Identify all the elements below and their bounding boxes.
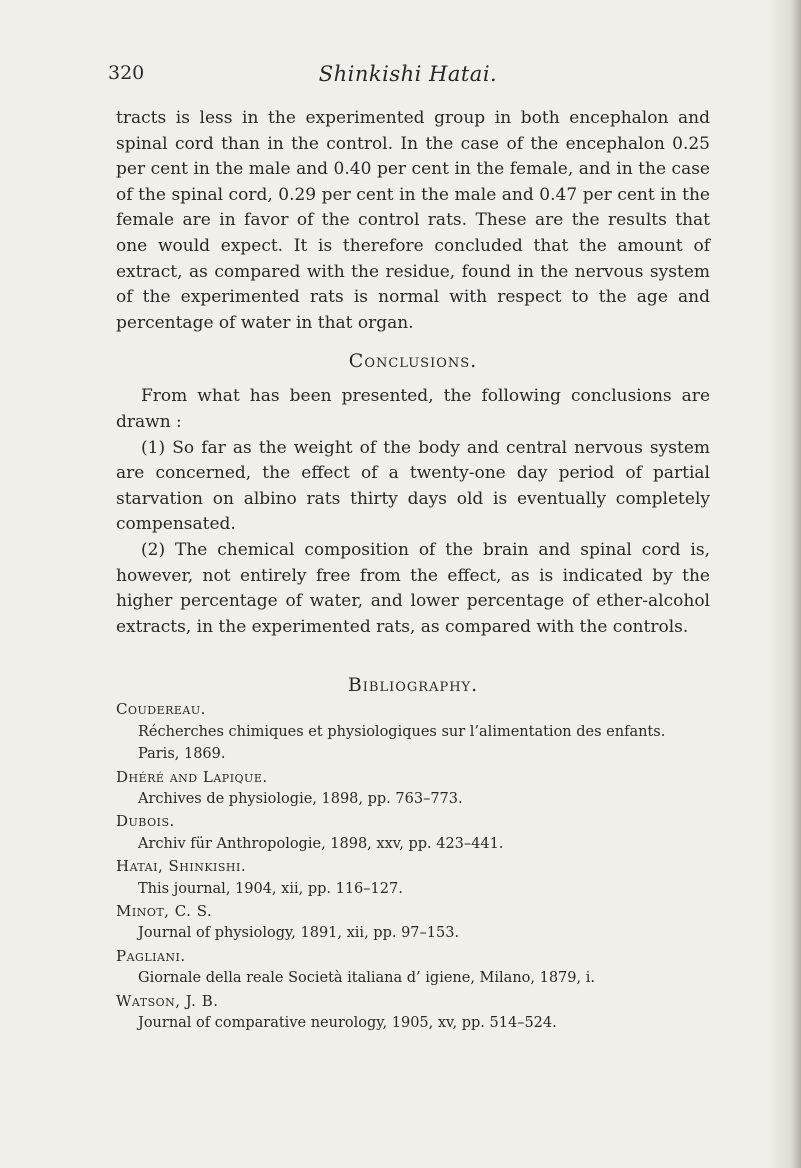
- bib-citation: Giornale della reale Società italiana d’ igiene, Milano, 1879, i.: [138, 970, 595, 987]
- bib-citation: Journal of comparative neurology, 1905, xv, pp. 514–524.: [138, 1014, 557, 1031]
- bib-author: Pagliani.: [116, 946, 186, 965]
- bib-citation: Journal of physiology, 1891, xii, pp. 97–153.: [138, 925, 460, 942]
- bibliography-entry: [116, 766, 710, 811]
- bib-author: Coudereau.: [116, 700, 206, 719]
- bibliography-heading: Bibliography.: [347, 674, 479, 697]
- page-body: [116, 106, 710, 1034]
- page-edge-shadow: [767, 0, 801, 1168]
- bibliography-entry: [116, 810, 710, 855]
- bib-author: Dubois.: [116, 812, 175, 831]
- page-number: 320: [108, 62, 145, 84]
- page-header: [108, 62, 708, 92]
- bib-author: Minot, C. S.: [116, 901, 213, 920]
- bib-citation: Archiv für Anthropologie, 1898, xxv, pp. 423–441.: [138, 835, 504, 852]
- bib-citation: This journal, 1904, xii, pp. 116–127.: [138, 880, 403, 897]
- bibliography-entry: [116, 990, 710, 1035]
- bibliography-list: [116, 698, 710, 1034]
- conclusion-item-2: (2) The chemical composition of the brain and spinal cord is, however, not entirely free from the effect, as is indicated by the higher percentage of water, and lower percentage of ether-alcohol extracts, in the experimented rats, as compared with the controls.: [116, 539, 710, 637]
- conclusions-heading: Conclusions.: [348, 350, 478, 373]
- bib-author: Hatai, Shinkishi.: [116, 857, 247, 876]
- bib-author: Dhéré and Lapique.: [116, 767, 268, 786]
- body-paragraph: tracts is less in the experimented group in both encephalon and spinal cord than in the control. In the case of the encephalon 0.25 per cent in the male and 0.40 per cent in the female, and in the case of the spinal cord, 0.29 per cent in the male and 0.47 per cent in the female are in favor of the control rats. These are the results that one would expect. It is therefore concluded that the amount of extract, as compared with the residue, found in the nervous system of the experimented rats is normal with respect to the age and percentage of water in that organ.: [116, 108, 710, 333]
- bib-citation: Archives de physiologie, 1898, pp. 763–773.: [138, 790, 463, 807]
- bibliography-entry: [116, 900, 710, 945]
- bibliography-entry: [116, 855, 710, 900]
- conclusions-intro: From what has been presented, the following conclusions are drawn :: [116, 386, 710, 432]
- running-head: Shinkishi Hatai.: [318, 62, 498, 86]
- conclusion-item-1: (1) So far as the weight of the body and central nervous system are concerned, the effect of a twenty-one day period of partial starvation on albino rats thirty days old is eventually completely compensated.: [116, 437, 710, 535]
- bib-author: Watson, J. B.: [116, 991, 219, 1010]
- bibliography-entry: [116, 698, 710, 765]
- bibliography-entry: [116, 945, 710, 990]
- bib-citation: Récherches chimiques et physiologiques sur l’alimentation des enfants. Paris, 1869.: [138, 723, 666, 763]
